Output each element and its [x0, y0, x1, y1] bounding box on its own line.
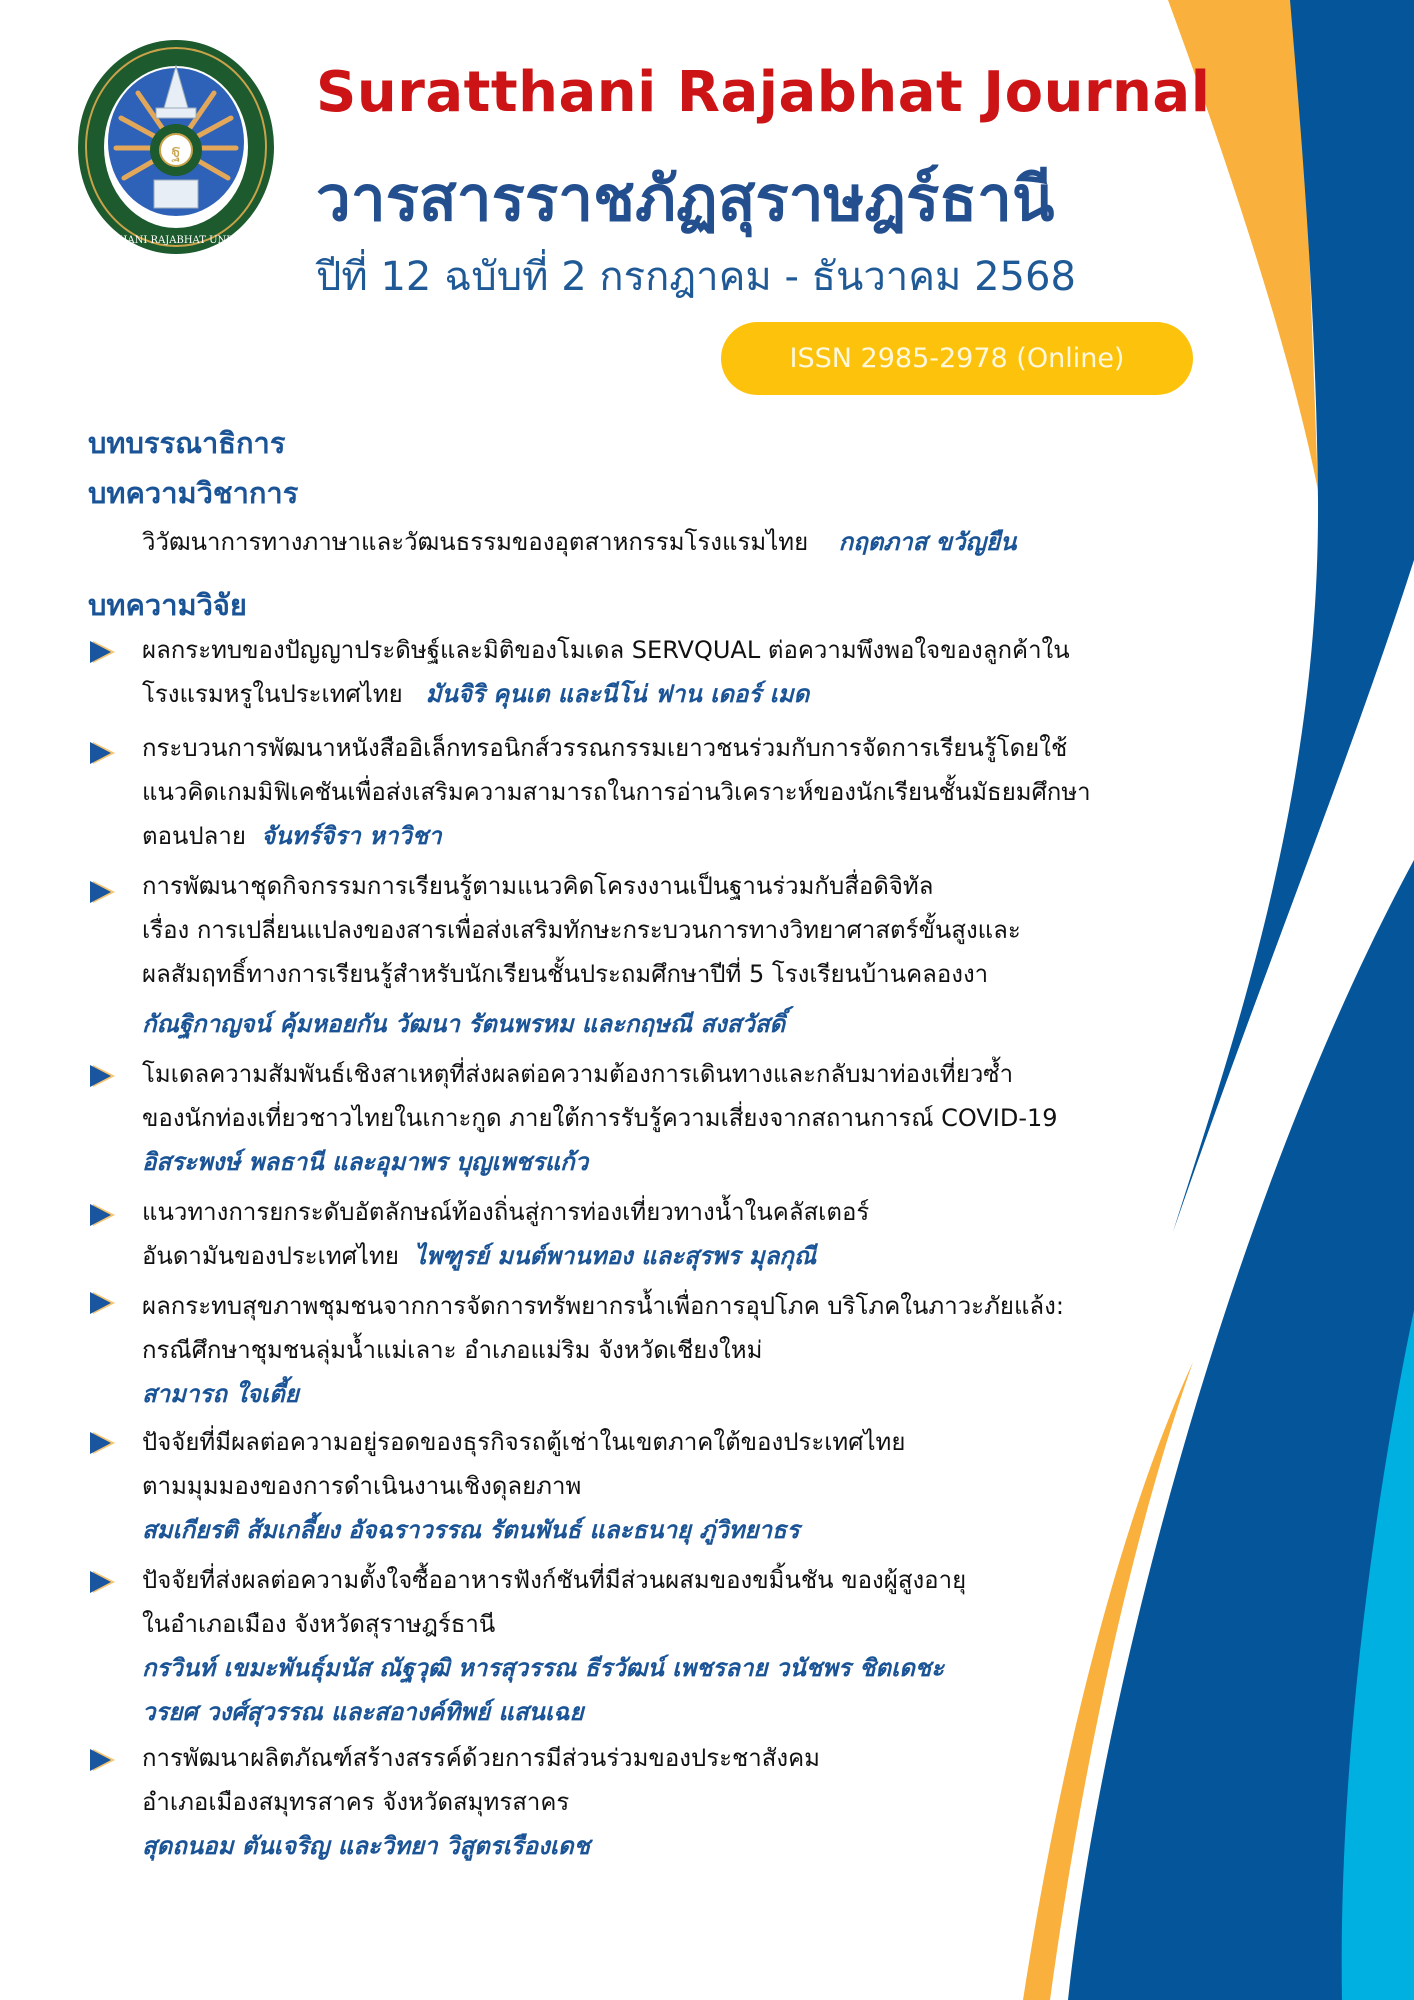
bullet-arrow-icon [88, 637, 118, 667]
article-title-line: โมเดลความสัมพันธ์เชิงสาเหตุที่ส่งผลต่อความต้องการเดินทางและกลับมาท่องเที่ยวซ้ำ [142, 1060, 1014, 1088]
article-title: วิวัฒนาการทางภาษาและวัฒนธรรมของอุตสาหกรรมโรงแรมไทย กฤตภาส ขวัญยืน [142, 528, 1017, 556]
article-title-line: แนวคิดเกมมิฟิเคชันเพื่อส่งเสริมความสามารถในการอ่านวิเคราะห์ของนักเรียนชั้นมัธยมศึกษา [142, 778, 1091, 806]
article-title-line: ผลกระทบสุขภาพชุมชนจากการจัดการทรัพยากรน้ำเพื่อการอุปโภค บริโภคในภาวะภัยแล้ง: [142, 1292, 1064, 1320]
article-title-line: ตอนปลาย จันทร์จิรา หาวิชา [142, 822, 442, 850]
article-title-line: ปัจจัยที่มีผลต่อความอยู่รอดของธุรกิจรถตู้เช่าในเขตภาคใต้ของประเทศไทย [142, 1428, 906, 1456]
article-title-line: กระบวนการพัฒนาหนังสืออิเล็กทรอนิกส์วรรณกรรมเยาวชนร่วมกับการจัดการเรียนรู้โดยใช้ [142, 734, 1068, 762]
article-authors: จันทร์จิรา หาวิชา [261, 822, 442, 850]
article-title-line: ในอำเภอเมือง จังหวัดสุราษฎร์ธานี [142, 1610, 496, 1638]
article-title-line: อำเภอเมืองสมุทรสาคร จังหวัดสมุทรสาคร [142, 1788, 570, 1816]
issn-badge [721, 322, 1193, 395]
section-heading-research: บทความวิจัย [88, 588, 247, 622]
article-title-line: โรงแรมหรูในประเทศไทย มันจิริ คุนเต และนีโน่ ฟาน เดอร์ เมด [142, 680, 810, 708]
bullet-arrow-icon [88, 1428, 118, 1458]
article-authors: อิสระพงษ์ พลธานี และอุมาพร บุญเพชรแก้ว [142, 1148, 589, 1176]
research-article-item[interactable] [142, 726, 1182, 858]
journal-title-english: Suratthani Rajabhat Journal [316, 60, 1211, 125]
academic-article-item[interactable] [142, 520, 1182, 564]
logo-ring-text: SURATTHANI RAJABHAT UNIVERSITY [76, 235, 276, 246]
article-title-line: อันดามันของประเทศไทย ไพฑูรย์ มนต์พานทอง และสุรพร มุลกุณี [142, 1242, 817, 1270]
research-article-item[interactable] [142, 1190, 1182, 1278]
issue-info: ปีที่ 12 ฉบับที่ 2 กรกฎาคม - ธันวาคม 2568 [316, 254, 1076, 300]
research-article-item[interactable] [142, 1558, 1182, 1734]
bullet-arrow-icon [88, 877, 118, 907]
bullet-arrow-icon [88, 1567, 118, 1597]
bullet-arrow-icon [88, 1288, 118, 1318]
article-authors: ไพฑูรย์ มนต์พานทอง และสุรพร มุลกุณี [414, 1242, 817, 1270]
article-authors: สุดถนอม ตันเจริญ และวิทยา วิสูตรเรืองเดช [142, 1832, 590, 1860]
research-article-item[interactable] [142, 1052, 1182, 1184]
article-authors: วรยศ วงศ์สุวรรณ และสอางค์ทิพย์ แสนเฉย [142, 1698, 584, 1726]
article-title-line: ปัจจัยที่ส่งผลต่อความตั้งใจซื้ออาหารฟังก์ชันที่มีส่วนผสมของขมิ้นชัน ของผู้สูงอายุ [142, 1566, 967, 1594]
article-title-line: กรณีศึกษาชุมชนลุ่มน้ำแม่เลาะ อำเภอแม่ริม จังหวัดเชียงใหม่ [142, 1336, 763, 1364]
section-heading-editorial[interactable]: บทบรรณาธิการ [88, 426, 286, 460]
section-heading-academic: บทความวิชาการ [88, 476, 299, 510]
article-title-line: ของนักท่องเที่ยวชาวไทยในเกาะกูด ภายใต้การรับรู้ความเสี่ยงจากสถานการณ์ COVID-19 [142, 1104, 1058, 1132]
svg-text:ฐ: ฐ [171, 141, 181, 162]
bullet-arrow-icon [88, 1200, 118, 1230]
article-title-line: การพัฒนาชุดกิจกรรมการเรียนรู้ตามแนวคิดโครงงานเป็นฐานร่วมกับสื่อดิจิทัล [142, 872, 934, 900]
research-article-item[interactable] [142, 864, 1182, 1046]
article-title-line: เรื่อง การเปลี่ยนแปลงของสารเพื่อส่งเสริมทักษะกระบวนการทางวิทยาศาสตร์ขั้นสูงและ [142, 916, 1021, 944]
article-authors: มันจิริ คุนเต และนีโน่ ฟาน เดอร์ เมด [425, 680, 810, 708]
university-seal-logo [76, 38, 276, 256]
article-title-line: แนวทางการยกระดับอัตลักษณ์ท้องถิ่นสู่การท่องเที่ยวทางน้ำในคลัสเตอร์ [142, 1198, 870, 1226]
research-article-item[interactable] [142, 628, 1182, 716]
article-title-line: ผลกระทบของปัญญาประดิษฐ์และมิติของโมเดล SERVQUAL ต่อความพึงพอใจของลูกค้าใน [142, 636, 1070, 664]
article-authors: กฤตภาส ขวัญยืน [838, 528, 1017, 556]
issn-text: ISSN 2985-2978 (Online) [789, 343, 1125, 374]
journal-title-thai: วารสารราชภัฏสุราษฎร์ธานี [316, 162, 1055, 235]
article-authors: สามารถ ใจเตี้ย [142, 1380, 299, 1408]
bullet-arrow-icon [88, 1061, 118, 1091]
article-authors: กัณฐิกาญจน์ คุ้มหอยกัน วัฒนา รัตนพรหม และกฤษณี สงสวัสดิ์ [142, 1010, 786, 1038]
research-article-item[interactable] [142, 1736, 1182, 1868]
research-article-item[interactable] [142, 1420, 1182, 1552]
bullet-arrow-icon [88, 738, 118, 768]
research-article-item[interactable] [142, 1284, 1182, 1416]
article-authors: สมเกียรติ ส้มเกลี้ยง อัจฉราวรรณ รัตนพันธ์ และธนายุ ภู่วิทยาธร [142, 1516, 800, 1544]
article-authors: กรวินท์ เขมะพันธุ์มนัส ณัฐวุฒิ หารสุวรรณ ธีรวัฒน์ เพชรลาย วนัชพร ชิตเดชะ [142, 1654, 944, 1682]
article-title-line: ตามมุมมองของการดำเนินงานเชิงดุลยภาพ [142, 1472, 582, 1500]
article-title-line: การพัฒนาผลิตภัณฑ์สร้างสรรค์ด้วยการมีส่วนร่วมของประชาสังคม [142, 1744, 820, 1772]
article-title-line: ผลสัมฤทธิ์ทางการเรียนรู้สำหรับนักเรียนชั้นประถมศึกษาปีที่ 5 โรงเรียนบ้านคลองงา [142, 960, 989, 988]
bullet-arrow-icon [88, 1745, 118, 1775]
